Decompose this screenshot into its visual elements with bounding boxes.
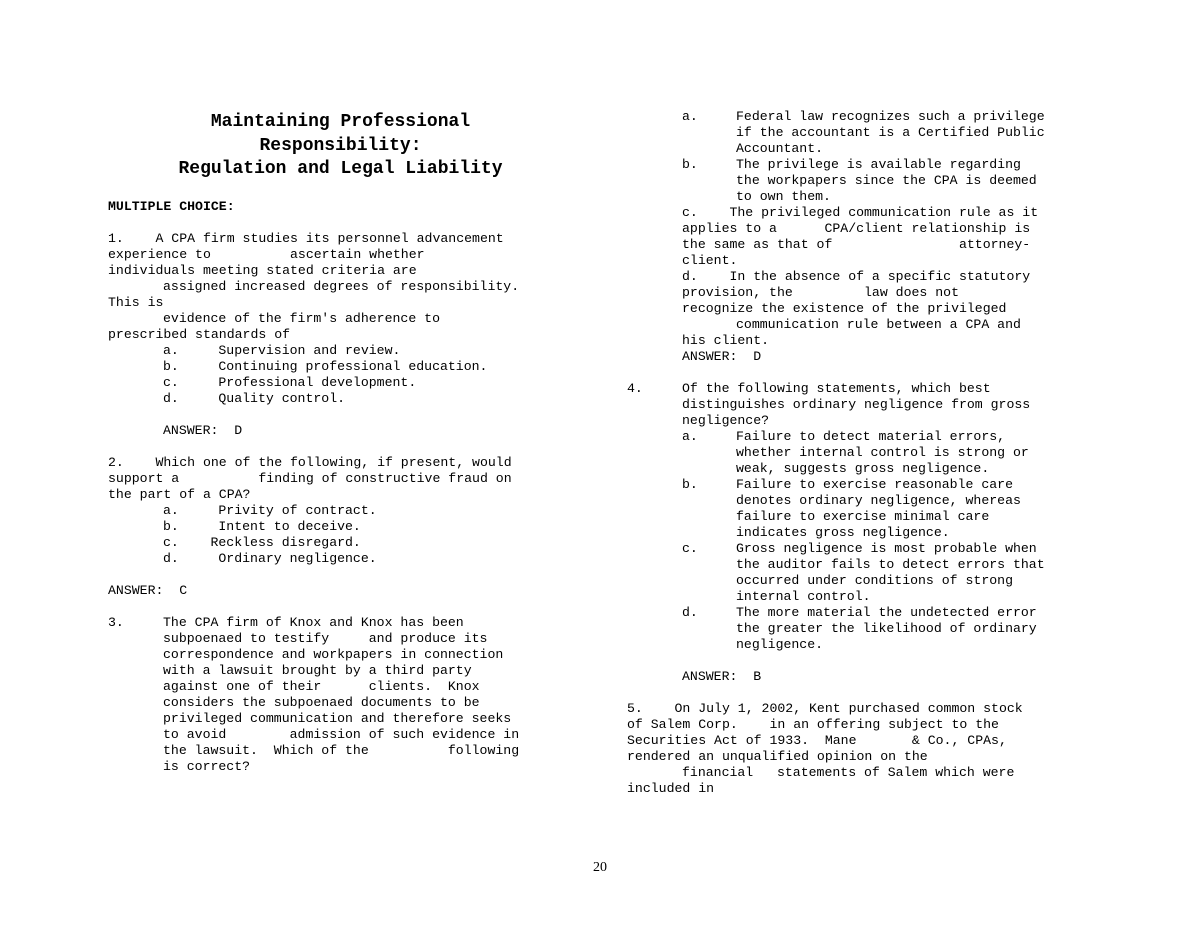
- right-column-line: The privilege is available regarding: [736, 157, 1021, 172]
- left-column-line: is correct?: [163, 759, 251, 774]
- left-column-line: This is: [108, 295, 164, 310]
- right-column-line: d.: [682, 605, 698, 620]
- section-heading: MULTIPLE CHOICE:: [108, 199, 235, 214]
- left-column-line: c. Reckless disregard.: [163, 535, 361, 550]
- right-column-line: negligence.: [736, 637, 824, 652]
- right-column-line: Federal law recognizes such a privilege: [736, 109, 1045, 124]
- right-column-line: ANSWER: B: [682, 669, 762, 684]
- right-column-line: whether internal control is strong or: [736, 445, 1029, 460]
- left-column-line: support a finding of constructive fraud on: [108, 471, 512, 486]
- right-column-line: b.: [682, 477, 698, 492]
- right-column-line: denotes ordinary negligence, whereas: [736, 493, 1021, 508]
- left-column-line: the part of a CPA?: [108, 487, 251, 502]
- right-column-line: ANSWER: D: [682, 349, 762, 364]
- right-column-line: distinguishes ordinary negligence from gross: [682, 397, 1031, 412]
- left-column-line: b. Continuing professional education.: [163, 359, 488, 374]
- left-column-line: 3.: [108, 615, 124, 630]
- right-column-line: internal control.: [736, 589, 871, 604]
- right-column-line: weak, suggests gross negligence.: [736, 461, 990, 476]
- left-column-line: considers the subpoenaed documents to be: [163, 695, 480, 710]
- right-column-line: c.: [682, 541, 698, 556]
- right-column-line: indicates gross negligence.: [736, 525, 950, 540]
- left-column-line: The CPA firm of Knox and Knox has been: [163, 615, 464, 630]
- right-column-line: financial statements of Salem which were: [682, 765, 1015, 780]
- right-column-line: client.: [682, 253, 738, 268]
- right-column-line: occurred under conditions of strong: [736, 573, 1013, 588]
- left-column-line: d. Quality control.: [163, 391, 346, 406]
- right-column-line: his client.: [682, 333, 770, 348]
- left-column-line: experience to ascertain whether: [108, 247, 425, 262]
- left-column-line: evidence of the firm's adherence to: [163, 311, 440, 326]
- right-column-line: Securities Act of 1933. Mane & Co., CPAs,: [627, 733, 1007, 748]
- right-column-line: the greater the likelihood of ordinary: [736, 621, 1037, 636]
- right-column-line: of Salem Corp. in an offering subject to the: [627, 717, 999, 732]
- title-line-2: Responsibility:: [259, 135, 422, 156]
- page-title: [108, 111, 573, 182]
- left-column-line: 1. A CPA firm studies its personnel advancement: [108, 231, 504, 246]
- right-column-line: negligence?: [682, 413, 770, 428]
- left-column-line: 2. Which one of the following, if present, would: [108, 455, 512, 470]
- right-column-line: Of the following statements, which best: [682, 381, 991, 396]
- left-column-line: ANSWER: D: [163, 423, 243, 438]
- title-line-1: Maintaining Professional: [210, 112, 471, 132]
- right-column-line: rendered an unqualified opinion on the: [627, 749, 928, 764]
- right-column-line: the same as that of attorney-: [682, 237, 1031, 252]
- title-line-3: Regulation and Legal Liability: [178, 159, 503, 179]
- right-column-line: a.: [682, 429, 698, 444]
- right-column-line: 5. On July 1, 2002, Kent purchased common stock: [627, 701, 1023, 716]
- left-column-line: a. Privity of contract.: [163, 503, 377, 518]
- left-column-line: the lawsuit. Which of the following: [163, 743, 520, 758]
- right-column-line: a.: [682, 109, 698, 124]
- right-column-line: to own them.: [736, 189, 831, 204]
- left-column-line: individuals meeting stated criteria are: [108, 263, 417, 278]
- right-column-line: 4.: [627, 381, 643, 396]
- right-column-line: the auditor fails to detect errors that: [736, 557, 1045, 572]
- right-column-line: The more material the undetected error: [736, 605, 1037, 620]
- right-column-line: d. In the absence of a specific statutory: [682, 269, 1031, 284]
- left-column-line: d. Ordinary negligence.: [163, 551, 377, 566]
- right-column-line: recognize the existence of the privileged: [682, 301, 1007, 316]
- right-column-line: Failure to exercise reasonable care: [736, 477, 1013, 492]
- right-column-line: communication rule between a CPA and: [736, 317, 1021, 332]
- page-number: 20: [593, 860, 607, 875]
- right-column-line: Failure to detect material errors,: [736, 429, 1006, 444]
- right-column-line: if the accountant is a Certified Public: [736, 125, 1045, 140]
- left-column-line: to avoid admission of such evidence in: [163, 727, 520, 742]
- left-column-line: ANSWER: C: [108, 583, 188, 598]
- right-column-line: applies to a CPA/client relationship is: [682, 221, 1031, 236]
- right-column-line: Accountant.: [736, 141, 824, 156]
- left-column-line: c. Professional development.: [163, 375, 417, 390]
- right-column-line: provision, the law does not: [682, 285, 959, 300]
- right-column-line: the workpapers since the CPA is deemed: [736, 173, 1037, 188]
- left-column-line: with a lawsuit brought by a third party: [163, 663, 472, 678]
- right-column-line: b.: [682, 157, 698, 172]
- right-column-line: Gross negligence is most probable when: [736, 541, 1037, 556]
- left-column-line: assigned increased degrees of responsibility.: [163, 279, 520, 294]
- left-column-line: a. Supervision and review.: [163, 343, 401, 358]
- left-column-line: against one of their clients. Knox: [163, 679, 480, 694]
- left-column-line: correspondence and workpapers in connection: [163, 647, 504, 662]
- left-column-line: subpoenaed to testify and produce its: [163, 631, 488, 646]
- right-column-line: c. The privileged communication rule as it: [682, 205, 1039, 220]
- right-column-line: failure to exercise minimal care: [736, 509, 990, 524]
- left-column-line: b. Intent to deceive.: [163, 519, 361, 534]
- left-column-line: prescribed standards of: [108, 327, 291, 342]
- right-column-line: included in: [627, 781, 715, 796]
- left-column-line: privileged communication and therefore seeks: [163, 711, 512, 726]
